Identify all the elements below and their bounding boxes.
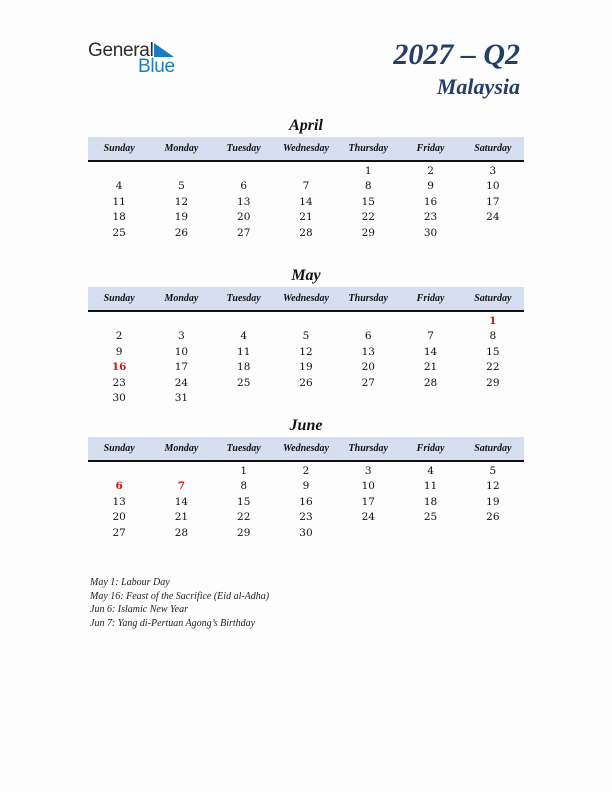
day-cell: 22 xyxy=(237,511,251,524)
day-cell: 25 xyxy=(423,511,438,524)
day-cell: 29 xyxy=(486,376,500,389)
day-cell xyxy=(462,391,524,406)
day-cell: 14 xyxy=(423,345,438,358)
day-cell xyxy=(275,391,337,406)
day-cell: 31 xyxy=(174,391,189,404)
month-name: April xyxy=(289,117,323,134)
day-cell: 27 xyxy=(237,226,251,239)
day-cell: 8 xyxy=(489,330,497,343)
weekday-header xyxy=(88,137,524,162)
day-cell: 21 xyxy=(174,511,189,524)
month-name: May xyxy=(291,267,321,284)
day-cell xyxy=(462,226,524,241)
weekday-label: Wednesday xyxy=(283,443,329,454)
day-cell: 3 xyxy=(489,165,497,177)
country-subtitle: Malaysia xyxy=(436,74,520,99)
page-title: 2027 – Q2 xyxy=(393,38,520,71)
weekday-header xyxy=(88,287,524,312)
day-cell xyxy=(275,164,337,179)
day-cell: 24 xyxy=(174,376,189,389)
day-cell: 4 xyxy=(427,465,434,477)
weekday-label: Wednesday xyxy=(283,143,329,154)
day-cell: 8 xyxy=(364,180,372,193)
day-cell xyxy=(213,391,275,406)
day-cell: 23 xyxy=(112,376,126,389)
week-row xyxy=(88,329,524,344)
day-cell: 9 xyxy=(302,480,310,493)
weekday-label: Friday xyxy=(416,143,445,154)
day-cell: 19 xyxy=(299,361,313,374)
weekday-label: Thursday xyxy=(348,143,388,154)
day-cell: 13 xyxy=(361,345,375,358)
week-row xyxy=(88,345,524,360)
week-row xyxy=(88,479,524,494)
day-cell: 13 xyxy=(237,195,251,208)
week-row xyxy=(88,210,524,225)
day-cell: 16 xyxy=(299,495,313,508)
weekday-label: Thursday xyxy=(348,443,388,454)
day-cell: 7 xyxy=(302,180,310,193)
day-cell: 7 xyxy=(177,480,186,493)
week-row xyxy=(88,360,524,375)
weekday-label: Sunday xyxy=(103,293,135,304)
logo-text-blue: Blue xyxy=(138,56,175,77)
day-cell: 20 xyxy=(237,211,251,224)
day-cell: 12 xyxy=(486,480,500,493)
day-cell: 25 xyxy=(112,226,126,239)
day-cell: 3 xyxy=(364,465,372,477)
month-calendar-may xyxy=(88,266,524,406)
day-cell: 21 xyxy=(423,361,438,374)
day-cell: 4 xyxy=(240,330,248,343)
day-cell: 2 xyxy=(302,465,310,477)
day-cell: 23 xyxy=(299,511,313,524)
day-cell: 10 xyxy=(174,345,189,358)
weekday-label: Monday xyxy=(164,143,199,154)
day-cell xyxy=(337,391,399,406)
day-cell: 22 xyxy=(486,361,500,374)
day-cell: 22 xyxy=(361,211,375,224)
weekday-label: Friday xyxy=(416,443,445,454)
day-cell: 17 xyxy=(361,495,375,508)
day-cell: 13 xyxy=(112,495,126,508)
day-cell: 24 xyxy=(361,511,375,524)
day-cell xyxy=(213,164,275,179)
day-cell: 16 xyxy=(423,195,438,208)
week-row xyxy=(88,314,524,329)
weekday-label: Tuesday xyxy=(226,443,261,454)
weekday-label: Monday xyxy=(164,443,199,454)
day-cell: 15 xyxy=(237,495,251,508)
day-cell: 6 xyxy=(115,480,123,493)
day-cell: 26 xyxy=(174,226,189,239)
day-cell xyxy=(462,526,524,541)
day-cell xyxy=(337,314,399,329)
day-cell: 6 xyxy=(364,330,372,343)
week-row xyxy=(88,226,524,241)
day-cell xyxy=(399,526,461,541)
day-cell: 29 xyxy=(361,226,375,239)
weeks xyxy=(88,312,524,406)
day-cell: 30 xyxy=(299,526,313,539)
day-cell: 27 xyxy=(361,376,375,389)
week-row xyxy=(88,391,524,406)
day-cell: 5 xyxy=(489,465,497,477)
day-cell: 19 xyxy=(174,211,189,224)
day-cell xyxy=(88,164,150,179)
day-cell: 18 xyxy=(423,495,438,508)
day-cell: 19 xyxy=(486,495,500,508)
day-cell: 11 xyxy=(237,345,251,358)
weeks xyxy=(88,162,524,241)
day-cell: 28 xyxy=(299,226,313,239)
day-cell: 24 xyxy=(486,211,500,224)
day-cell xyxy=(150,464,212,479)
holiday-note: Jun 6: Islamic New Year xyxy=(90,604,188,615)
day-cell: 2 xyxy=(427,165,434,177)
weekday-label: Sunday xyxy=(103,443,135,454)
weeks xyxy=(88,462,524,541)
day-cell: 20 xyxy=(361,361,375,374)
day-cell: 30 xyxy=(112,391,126,404)
day-cell xyxy=(213,314,275,329)
week-row xyxy=(88,526,524,541)
week-row xyxy=(88,195,524,210)
logo xyxy=(88,40,188,76)
day-cell: 21 xyxy=(299,211,313,224)
weekday-label: Tuesday xyxy=(226,143,261,154)
day-cell: 18 xyxy=(112,211,126,224)
day-cell: 14 xyxy=(299,195,313,208)
day-cell: 11 xyxy=(112,195,126,208)
day-cell: 28 xyxy=(423,376,438,389)
day-cell: 9 xyxy=(427,180,434,193)
month-calendar-april xyxy=(88,116,524,241)
day-cell: 9 xyxy=(115,345,123,358)
day-cell: 23 xyxy=(423,211,438,224)
day-cell: 26 xyxy=(486,511,500,524)
day-cell: 8 xyxy=(240,480,248,493)
day-cell xyxy=(275,314,337,329)
month-calendar-june xyxy=(88,416,524,541)
day-cell: 18 xyxy=(237,361,251,374)
day-cell: 15 xyxy=(486,345,500,358)
week-row xyxy=(88,495,524,510)
day-cell xyxy=(399,314,461,329)
day-cell xyxy=(88,314,150,329)
day-cell: 17 xyxy=(174,361,189,374)
weekday-label: Monday xyxy=(164,293,199,304)
day-cell: 7 xyxy=(427,330,434,343)
day-cell: 10 xyxy=(361,480,375,493)
holiday-note: Jun 7: Yang di-Pertuan Agong’s Birthday xyxy=(90,617,256,629)
day-cell: 3 xyxy=(178,330,185,343)
day-cell: 29 xyxy=(237,526,251,539)
weekday-label: Wednesday xyxy=(283,293,329,304)
week-row xyxy=(88,464,524,479)
day-cell: 5 xyxy=(178,180,185,193)
month-name: June xyxy=(289,417,323,434)
week-row xyxy=(88,164,524,179)
day-cell: 30 xyxy=(423,226,438,239)
day-cell: 5 xyxy=(302,330,310,343)
day-cell xyxy=(399,391,461,406)
weekday-label: Thursday xyxy=(348,293,388,304)
day-cell: 20 xyxy=(112,511,126,524)
day-cell: 15 xyxy=(361,195,375,208)
day-cell: 27 xyxy=(112,526,126,539)
weekday-header xyxy=(88,437,524,462)
day-cell: 28 xyxy=(174,526,189,539)
day-cell: 1 xyxy=(364,165,372,177)
day-cell: 10 xyxy=(486,180,500,193)
day-cell: 16 xyxy=(111,361,127,374)
day-cell xyxy=(150,164,212,179)
day-cell: 2 xyxy=(115,330,123,343)
day-cell: 1 xyxy=(489,315,497,327)
weekday-label: Tuesday xyxy=(226,293,261,304)
holiday-note: May 1: Labour Day xyxy=(90,577,170,588)
day-cell: 4 xyxy=(115,180,123,193)
day-cell: 11 xyxy=(423,480,438,493)
holiday-note: May 16: Feast of the Sacrifice (Eid al-Adha) xyxy=(90,590,270,602)
logo-text-general: General xyxy=(88,40,154,61)
day-cell xyxy=(150,314,212,329)
day-cell: 25 xyxy=(237,376,251,389)
weekday-label: Sunday xyxy=(103,143,135,154)
day-cell: 1 xyxy=(240,465,248,477)
weekday-label: Saturday xyxy=(474,143,512,154)
weekday-label: Friday xyxy=(416,293,445,304)
day-cell: 12 xyxy=(174,195,189,208)
holiday-notes xyxy=(90,576,269,630)
day-cell: 14 xyxy=(174,495,189,508)
week-row xyxy=(88,510,524,525)
day-cell: 12 xyxy=(299,345,313,358)
day-cell: 6 xyxy=(240,180,248,193)
day-cell: 26 xyxy=(299,376,313,389)
day-cell xyxy=(88,464,150,479)
day-cell xyxy=(337,526,399,541)
weekday-label: Saturday xyxy=(474,293,512,304)
week-row xyxy=(88,179,524,194)
week-row xyxy=(88,376,524,391)
day-cell: 17 xyxy=(486,195,500,208)
weekday-label: Saturday xyxy=(474,443,512,454)
